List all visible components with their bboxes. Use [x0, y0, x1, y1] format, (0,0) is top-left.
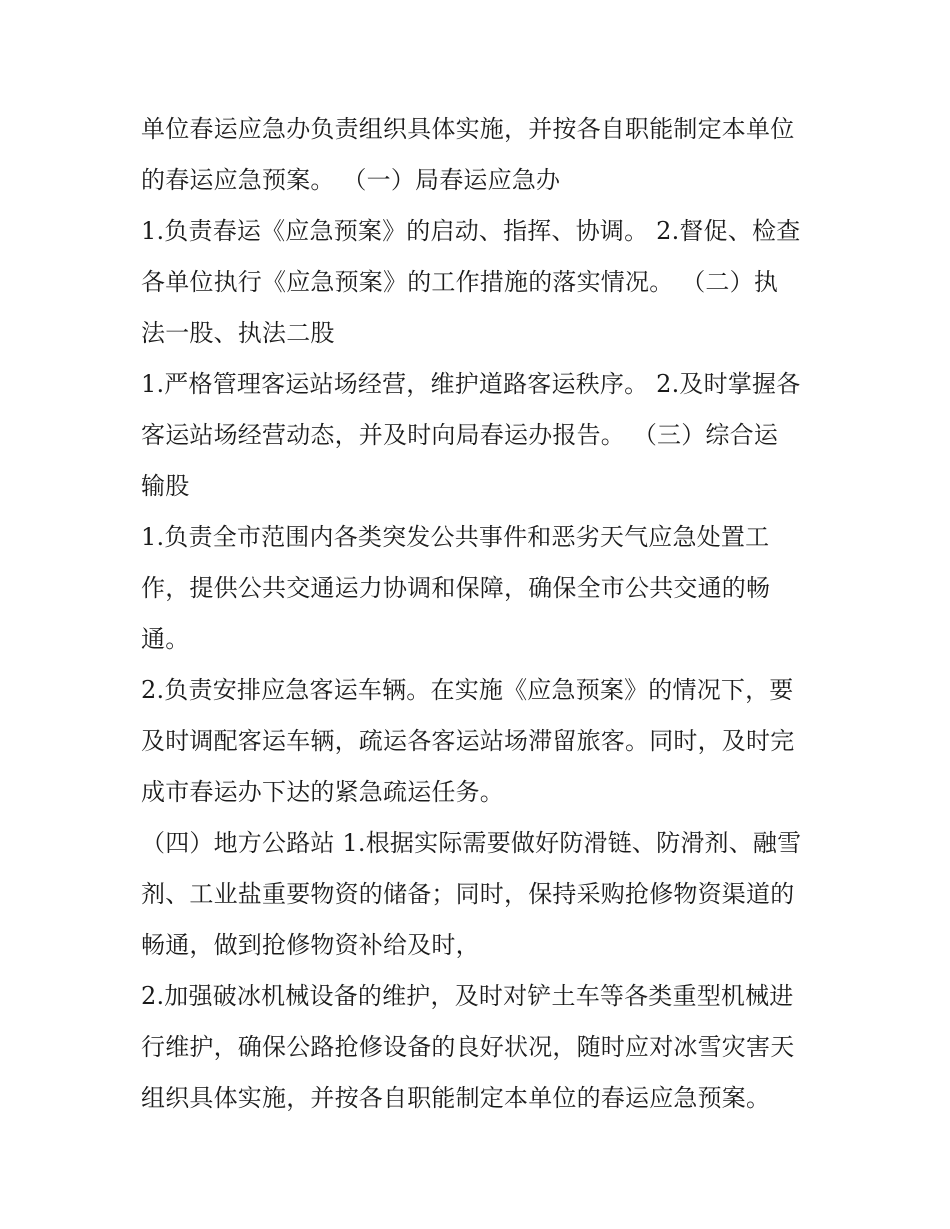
text-line: 剂、工业盐重要物资的储备；同时，保持采购抢修物资渠道的 [141, 880, 795, 908]
text-line: 2.负责安排应急客运车辆。在实施《应急预案》的情况下，要 [141, 676, 794, 704]
text-line: 各单位执行《应急预案》的工作措施的落实情况。 （二）执 [141, 268, 779, 296]
text-line: 法一股、执法二股 [141, 319, 335, 347]
text-line: 1.严格管理客运站场经营，维护道路客运秩序。 2.及时掌握各 [141, 370, 801, 398]
text-line: 行维护，确保公路抢修设备的良好状况，随时应对冰雪灾害天 [141, 1033, 795, 1061]
text-line: 及时调配客运车辆，疏运各客运站场滞留旅客。同时，及时完 [141, 727, 795, 755]
text-line: 的春运应急预案。 （一）局春运应急办 [141, 166, 561, 194]
text-line: 组织具体实施，并按各自职能制定本单位的春运应急预案。 [141, 1084, 771, 1112]
text-line: 客运站场经营动态，并及时向局春运办报告。 （三）综合运 [141, 421, 779, 449]
body-text [141, 104, 821, 1124]
text-line: 1.负责春运《应急预案》的启动、指挥、协调。 2.督促、检查 [141, 217, 801, 245]
text-line: 单位春运应急办负责组织具体实施，并按各自职能制定本单位 [141, 115, 795, 143]
text-line: 输股 [141, 472, 190, 500]
text-line: 畅通，做到抢修物资补给及时， [141, 931, 480, 959]
text-line: 2.加强破冰机械设备的维护，及时对铲土车等各类重型机械进 [141, 982, 794, 1010]
text-line: 成市春运办下达的紧急疏运任务。 [141, 778, 504, 806]
text-line: 通。 [141, 625, 190, 653]
text-line: 作，提供公共交通运力协调和保障，确保全市公共交通的畅 [141, 574, 771, 602]
text-line: （四）地方公路站 1.根据实际需要做好防滑链、防滑剂、融雪 [141, 829, 802, 857]
text-line: 1.负责全市范围内各类突发公共事件和恶劣天气应急处置工 [141, 523, 770, 551]
